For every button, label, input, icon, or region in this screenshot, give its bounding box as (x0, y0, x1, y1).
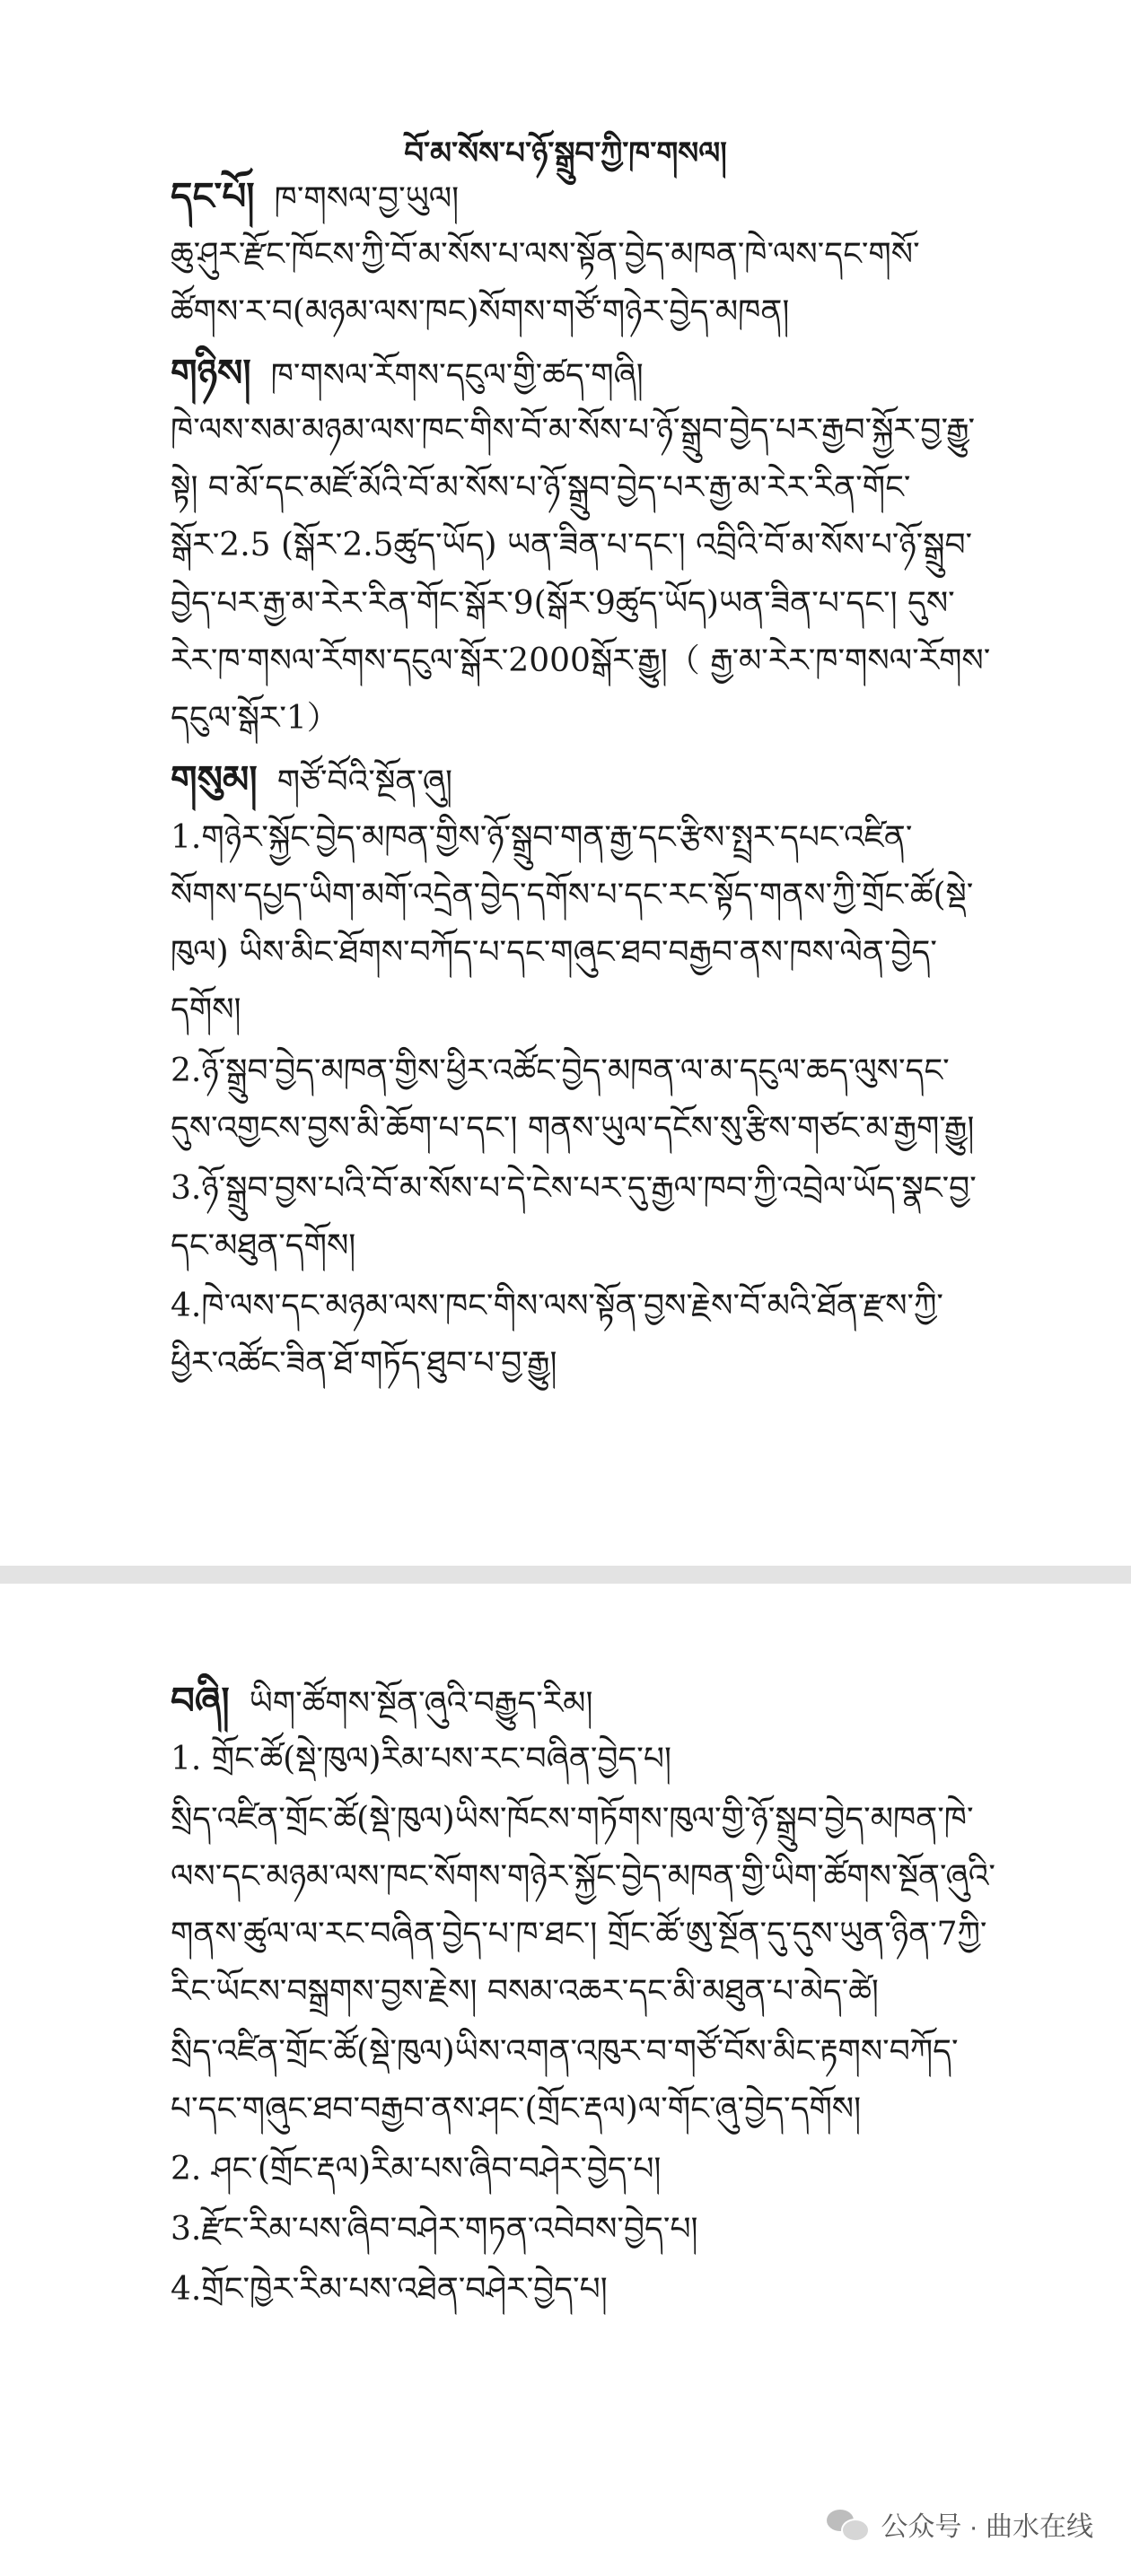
section-3-title: གཙོ་བོའི་སྔོན་ཞུ། (276, 764, 453, 800)
section-2-title: ཁ་གསལ་རོགས་དངུལ་གྱི་ཚད་གཞི། (270, 357, 644, 394)
paragraph-line: 2. ཤང་(གྲོང་རྡལ)རིམ་པས་ཞིབ་བཤེར་བྱེད་པ། (171, 2151, 662, 2187)
paragraph-line: བྱེད་པར་རྒྱ་མ་རེར་རིན་གོང་སྒོར་9(སྒོར་9ཚུད་ཡོད)ཡན་ཟིན་པ་དང་། དུས་ (171, 585, 955, 622)
paragraph-line: དངུལ་སྒོར་1） (171, 700, 339, 737)
section-3-heading-line (171, 757, 453, 801)
paragraph-line: སྟེ། བ་མོ་དང་མཛོ་མོའི་བོ་མ་སོས་པ་ཉོ་སྒྲུབ་བྱེད་པར་རྒྱ་མ་རེར་རིན་གོང་ (171, 469, 911, 506)
paragraph-line: ཆུ་ཤུར་རྫོང་ཁོངས་ཀྱི་བོ་མ་སོས་པ་ལས་སྟོན་བྱེད་མཁན་ཁེ་ལས་དང་གསོ་ (171, 236, 920, 273)
paragraph-line: ཚོགས་ར་བ(མཉམ་ལས་ཁང)སོགས་གཙོ་གཉེར་བྱེད་མཁན། (171, 293, 790, 330)
section-1-heading-line (171, 174, 460, 218)
paragraph-line: 2.ཉོ་སྒྲུབ་བྱེད་མཁན་གྱིས་ཕྱིར་འཚོང་བྱེད་མཁན་ལ་མ་དངུལ་ཆད་ལུས་དང་ (171, 1052, 950, 1089)
section-1-number: དང་པོ། (171, 174, 255, 218)
section-3-number: གསུམ། (171, 757, 258, 801)
paragraph-line: 4.གྲོང་ཁྱེར་རིམ་པས་འཐེན་བཤེར་བྱེད་པ། (171, 2271, 608, 2308)
paragraph-line: 4.ཁེ་ལས་དང་མཉམ་ལས་ཁང་གིས་ལས་སྟོན་བྱས་རྗེས་བོ་མའི་ཐོན་རྫས་ཀྱི་ (171, 1288, 943, 1324)
watermark-text: 公众号 · 曲水在线 (881, 2512, 1093, 2542)
page-divider (0, 1566, 1131, 1584)
paragraph-line: ཕྱིར་འཚོང་ཟིན་ཐོ་གཏོད་ཐུབ་པ་བྱ་རྒྱུ། (171, 1345, 557, 1382)
paragraph-line: 1.གཉེར་སྐྱོང་བྱེད་མཁན་གྱིས་ཉོ་སྒྲུབ་གན་རྒྱ་དང་རྩིས་སྤྲར་དཔང་འཛིན་ (171, 819, 913, 856)
document-page-2 (0, 1584, 1131, 2576)
paragraph-line: སྲིད་འཛིན་གྲོང་ཚོ(སྡེ་ཁུལ)ཡིས་འགན་འཁུར་བ་གཙོ་བོས་མིང་རྟགས་བཀོད་ (171, 2033, 959, 2070)
paragraph-line: 1. གྲོང་ཚོ(སྡེ་ཁུལ)རིམ་པས་རང་བཞིན་བྱེད་པ། (171, 1741, 671, 1777)
paragraph-line: རིང་ཡོངས་བསྒྲགས་བྱས་རྗེས། བསམ་འཆར་དང་མི་མཐུན་པ་མེད་ཚེ། (171, 1973, 879, 2010)
paragraph-line: 3.རྫོང་རིམ་པས་ཞིབ་བཤེར་གཏན་འབེབས་བྱེད་པ། (171, 2211, 698, 2248)
document-title: བོ་མ་སོས་པ་ཉོ་སྒྲུབ་ཀྱི་ཁ་གསལ། (404, 135, 727, 171)
paragraph-line: ཁུལ) ཡིས་མིང་ཐོགས་བཀོད་པ་དང་གཞུང་ཐབ་བརྒྱབ་ནས་ཁས་ལེན་བྱེད་ (171, 934, 937, 971)
paragraph-line: 3.ཉོ་སྒྲུབ་བྱས་པའི་བོ་མ་སོས་པ་དེ་ངེས་པར་དུ་རྒྱལ་ཁབ་ཀྱི་འབྲེལ་ཡོད་སྣང་བྱ་ (171, 1170, 977, 1207)
section-2-number: གཉིས། (171, 351, 251, 395)
paragraph-line: དང་མཐུན་དགོས། (171, 1227, 356, 1264)
paragraph-line: དུས་འགྱངས་བྱས་མི་ཆོག་པ་དང་། གནས་ཡུལ་དངོས་སུ་རྩིས་གཙང་མ་རྒྱག་རྒྱུ། (171, 1110, 975, 1147)
watermark (827, 2504, 1093, 2544)
paragraph-line: ཁེ་ལས་སམ་མཉམ་ལས་ཁང་གིས་བོ་མ་སོས་པ་ཉོ་སྒྲུབ་བྱེད་པར་རྒྱབ་སྐྱོར་བྱ་རྒྱུ་ (171, 412, 976, 449)
paragraph-line: པ་དང་གཞུང་ཐབ་བརྒྱབ་ནས་ཤང་(གྲོང་རྡལ)ལ་གོང་ཞུ་བྱེད་དགོས། (171, 2091, 862, 2127)
paragraph-line: སྒོར་2.5 (སྒོར་2.5ཚུད་ཡོད) ཡན་ཟིན་པ་དང་། འབྲིའི་བོ་མ་སོས་པ་ཉོ་སྒྲུབ་ (171, 527, 973, 563)
section-4-title: ཡིག་ཚོགས་སྔོན་ཞུའི་བརྒྱུད་རིམ། (249, 1685, 593, 1722)
section-1-title: ཁ་གསལ་བྱ་ཡུལ། (274, 180, 460, 217)
paragraph-line: ལས་དང་མཉམ་ལས་ཁང་སོགས་གཉེར་སྐྱོང་བྱེད་མཁན་གྱི་ཡིག་ཚོགས་སྔོན་ཞུའི་ (171, 1858, 995, 1895)
section-4-number: བཞི། (171, 1679, 230, 1723)
paragraph-line: སྲིད་འཛིན་གྲོང་ཚོ(སྡེ་ཁུལ)ཡིས་ཁོངས་གཏོགས་ཁུལ་གྱི་ཉོ་སྒྲུབ་བྱེད་མཁན་ཁེ་ (171, 1801, 974, 1838)
paragraph-line: རེར་ཁ་གསལ་རོགས་དངུལ་སྒོར་2000སྒོར་རྒྱུ།（ རྒྱ་མ་རེར་ཁ་གསལ་རོགས་ (171, 642, 991, 679)
paragraph-line: དགོས། (171, 991, 241, 1028)
wechat-icon (827, 2506, 868, 2542)
section-4-heading-line (171, 1679, 593, 1723)
paragraph-line: སོགས་དཔྱད་ཡིག་མགོ་འདྲེན་བྱེད་དགོས་པ་དང་རང་སྟོད་གནས་ཀྱི་གྲོང་ཚོ(སྡེ་ (171, 877, 974, 913)
section-2-heading-line (171, 351, 644, 395)
paragraph-line: གནས་ཚུལ་ལ་རང་བཞིན་བྱེད་པ་ཁ་ཐང་། གྲོང་ཚོ་ཨུ་སྔོན་དུ་དུས་ཡུན་ཉིན་7ཀྱི་ (171, 1916, 987, 1952)
